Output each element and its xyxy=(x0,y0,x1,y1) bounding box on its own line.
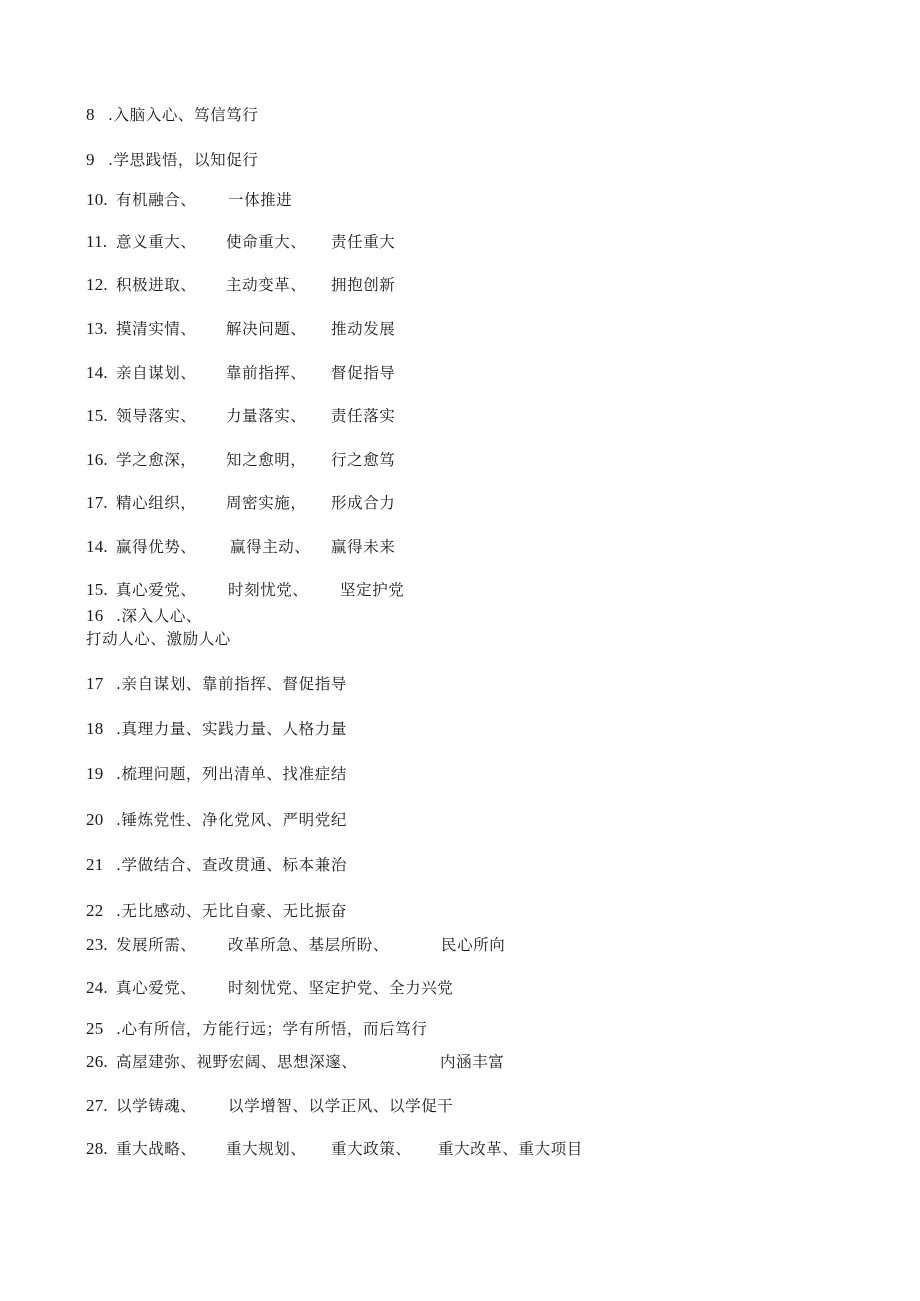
item-number: 24. xyxy=(86,978,108,997)
item-text: 民心所向 xyxy=(441,936,506,954)
item-text: 形成合力 xyxy=(331,494,396,512)
item-number: 20 xyxy=(86,810,104,829)
item-text: 真心爱党、 xyxy=(116,979,197,997)
item-text: 意义重大、 xyxy=(116,233,197,251)
item-text: 时刻忧党、坚定护党、全力兴党 xyxy=(228,979,454,997)
item-number: 14. xyxy=(86,537,108,556)
item-text: 有机融合、 xyxy=(116,191,197,209)
item-text: 精心组织， xyxy=(116,494,197,512)
item-text: .无比感动、无比自豪、无比振奋 xyxy=(116,902,347,920)
item-number: 28. xyxy=(86,1139,108,1158)
item-text: 使命重大、 xyxy=(226,233,307,251)
item-text: 摸清实情、 xyxy=(116,320,197,338)
item-text: 以学增智、以学正风、以学促干 xyxy=(228,1097,454,1115)
item-text: 责任落实 xyxy=(331,407,396,425)
item-text: .心有所信，方能行远；学有所悟，而后笃行 xyxy=(116,1020,428,1038)
item-text: 学之愈深， xyxy=(116,451,197,469)
item-text: 力量落实、 xyxy=(226,407,307,425)
item-number: 16. xyxy=(86,450,108,469)
item-text: 赢得主动、 xyxy=(230,538,311,556)
item-text: 内涵丰富 xyxy=(440,1053,505,1071)
item-text: 发展所需、 xyxy=(116,936,197,954)
item-number: 17. xyxy=(86,493,108,512)
item-text: 赢得未来 xyxy=(331,538,396,556)
item-text: 周密实施， xyxy=(226,494,307,512)
item-number: 27. xyxy=(86,1096,108,1115)
item-number: 13. xyxy=(86,319,108,338)
item-text: 督促指导 xyxy=(331,364,396,382)
item-text: 重大改革、重大项目 xyxy=(438,1140,583,1158)
item-number: 23. xyxy=(86,935,108,954)
item-text: 重大战略、 xyxy=(116,1140,197,1158)
item-text: 赢得优势、 xyxy=(116,538,197,556)
item-text: .梳理问题，列出清单、找准症结 xyxy=(116,765,347,783)
item-number: 10. xyxy=(86,190,108,209)
item-text: 亲自谋划、 xyxy=(116,364,197,382)
item-text: .锤炼党性、净化党风、严明党纪 xyxy=(116,811,347,829)
item-number: 21 xyxy=(86,855,104,874)
item-text: 时刻忧党、 xyxy=(228,581,309,599)
item-number: 18 xyxy=(86,719,104,738)
item-text: 打动人心、激励人心 xyxy=(86,630,231,648)
item-text: 坚定护党 xyxy=(340,581,405,599)
item-text: 主动变革、 xyxy=(226,276,307,294)
item-text: 重大政策、 xyxy=(331,1140,412,1158)
item-text: 拥抱创新 xyxy=(331,276,396,294)
item-number: 26. xyxy=(86,1052,108,1071)
item-number: 9 xyxy=(86,150,95,169)
item-number: 16 xyxy=(86,606,104,625)
item-number: 15. xyxy=(86,406,108,425)
item-number: 14. xyxy=(86,363,108,382)
item-text: 领导落实、 xyxy=(116,407,197,425)
item-number: 12. xyxy=(86,275,108,294)
item-number: 8 xyxy=(86,105,95,124)
item-text: .学思践悟，以知促行 xyxy=(108,151,259,169)
item-text: 推动发展 xyxy=(331,320,396,338)
item-number: 11. xyxy=(86,232,108,251)
item-number: 25 xyxy=(86,1019,104,1038)
item-text: 改革所急、基层所盼、 xyxy=(228,936,390,954)
item-text: .入脑入心、笃信笃行 xyxy=(108,106,259,124)
item-number: 15. xyxy=(86,580,108,599)
item-text: 高屋建弥、视野宏阔、思想深邃、 xyxy=(116,1053,358,1071)
item-text: .深入人心、 xyxy=(116,607,203,625)
item-text: 解决问题、 xyxy=(226,320,307,338)
item-number: 19 xyxy=(86,764,104,783)
item-text: 重大规划、 xyxy=(226,1140,307,1158)
item-text: 以学铸魂、 xyxy=(116,1097,197,1115)
item-text: .真理力量、实践力量、人格力量 xyxy=(116,720,347,738)
item-text: 责任重大 xyxy=(331,233,396,251)
item-text: 一体推进 xyxy=(228,191,293,209)
item-number: 17 xyxy=(86,674,104,693)
item-text: .亲自谋划、靠前指挥、督促指导 xyxy=(116,675,347,693)
item-number: 22 xyxy=(86,901,104,920)
item-text: 真心爱党、 xyxy=(116,581,197,599)
item-text: 积极进取、 xyxy=(116,276,197,294)
item-text: 行之愈笃 xyxy=(331,451,396,469)
item-text: .学做结合、查改贯通、标本兼治 xyxy=(116,856,347,874)
item-text: 知之愈明， xyxy=(226,451,307,469)
item-text: 靠前指挥、 xyxy=(226,364,307,382)
